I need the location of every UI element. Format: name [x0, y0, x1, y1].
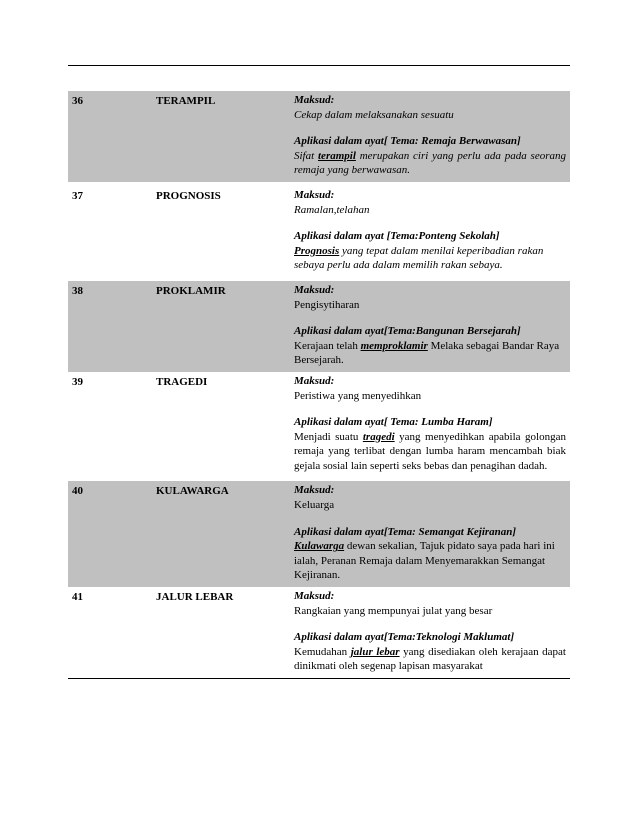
keyword: terampil	[318, 149, 356, 162]
vocabulary-table	[68, 91, 570, 678]
table-row	[68, 186, 570, 277]
maksud-text: Cekap dalam melaksanakan sesuatu	[294, 108, 454, 121]
vocab-word: PROGNOSIS	[156, 189, 221, 202]
aplikasi-label: Aplikasi dalam ayat[ Tema: Remaja Berwawasan]	[294, 135, 521, 148]
sentence-suffix: yang menyedihkan apabila golongan remaja yang terlibat dengan lumba haram mencambah biak gejala sosial lain seperti seks bebas dan penagihan dadah.	[294, 430, 566, 472]
maksud-label: Maksud:	[294, 374, 335, 387]
table-row	[68, 372, 570, 478]
table-row	[68, 481, 570, 587]
sentence-suffix: yang tepat dalam menilai keperibadian rakan sebaya perlu ada dalam memilih rakan sebaya.	[294, 244, 544, 272]
table-row	[68, 91, 570, 182]
bottom-rule	[68, 678, 570, 679]
vocab-word: PROKLAMIR	[152, 281, 290, 372]
example-sentence	[294, 339, 566, 368]
description-cell	[290, 372, 570, 478]
maksud-text: Pengisytiharan	[294, 298, 360, 311]
vocab-word: JALUR LEBAR	[156, 591, 234, 604]
row-number: 41	[72, 591, 83, 604]
description-cell	[290, 186, 570, 277]
vocab-word: TERAMPIL	[152, 91, 290, 182]
sentence-prefix: Kerajaan telah	[294, 339, 361, 352]
aplikasi-label: Aplikasi dalam ayat[Tema:Bangunan Bersejarah]	[294, 325, 521, 338]
aplikasi-label: Aplikasi dalam ayat[Tema:Teknologi Maklumat]	[294, 631, 515, 644]
keyword: Prognosis	[294, 244, 340, 257]
vocab-word: KULAWARGA	[152, 481, 290, 587]
keyword: Kulawarga	[294, 540, 345, 553]
sentence-suffix: Melaka sebagai Bandar Raya Bersejarah.	[294, 339, 560, 367]
keyword: jalur lebar	[350, 645, 400, 658]
example-sentence	[294, 539, 566, 583]
row-number: 39	[72, 375, 83, 388]
row-number: 36	[68, 91, 152, 182]
sentence-prefix: Sifat	[294, 149, 318, 162]
example-sentence	[294, 149, 566, 178]
keyword: tragedi	[362, 430, 395, 443]
aplikasi-label: Aplikasi dalam ayat[ Tema: Lumba Haram]	[294, 416, 493, 429]
keyword: memproklamir	[360, 339, 428, 352]
maksud-text: Keluarga	[294, 499, 335, 512]
maksud-text: Rangkaian yang mempunyai julat yang besar	[294, 604, 493, 617]
row-number: 40	[68, 481, 152, 587]
maksud-text: Ramalan,telahan	[294, 203, 370, 216]
example-sentence	[294, 645, 566, 674]
description-cell	[290, 587, 570, 678]
aplikasi-label: Aplikasi dalam ayat[Tema: Semangat Kejiranan]	[294, 525, 517, 538]
sentence-suffix: yang disediakan oleh kerajaan dapat dinikmati oleh segenap lapisan masyarakat	[294, 645, 566, 673]
maksud-text: Peristiwa yang menyedihkan	[294, 389, 422, 402]
top-rule	[68, 65, 570, 66]
maksud-label: Maksud:	[294, 188, 335, 201]
sentence-suffix: dewan sekalian, Tajuk pidato saya pada hari ini ialah, Peranan Remaja dalam Menyemarakkan Semangat Kejiranan.	[294, 540, 555, 582]
maksud-label: Maksud:	[294, 590, 335, 603]
description-cell	[290, 91, 570, 182]
aplikasi-label: Aplikasi dalam ayat [Tema:Ponteng Sekolah]	[294, 230, 500, 243]
maksud-label: Maksud:	[294, 283, 335, 296]
vocab-word: TRAGEDI	[156, 375, 208, 388]
maksud-label: Maksud:	[294, 94, 335, 106]
sentence-prefix: Kemudahan	[294, 645, 351, 658]
example-sentence	[294, 430, 566, 474]
table-row	[68, 281, 570, 372]
example-sentence	[294, 244, 566, 273]
row-number: 38	[68, 281, 152, 372]
description-cell	[290, 481, 570, 587]
maksud-label: Maksud:	[294, 484, 335, 497]
sentence-suffix: merupakan ciri yang perlu ada pada seorang remaja yang berwawasan.	[294, 149, 566, 177]
row-number: 37	[72, 189, 83, 202]
sentence-prefix: Menjadi suatu	[294, 430, 363, 443]
table-row	[68, 587, 570, 678]
description-cell	[290, 281, 570, 372]
